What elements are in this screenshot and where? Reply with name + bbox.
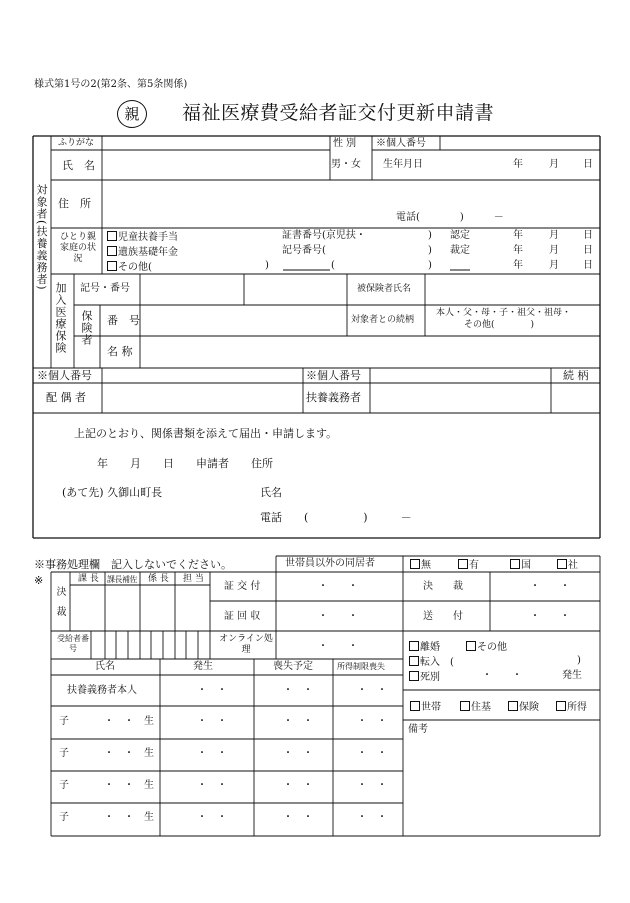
office-mark: ※ (34, 574, 44, 587)
insurer-label: 保険者 (80, 310, 93, 346)
checkbox[interactable] (409, 641, 419, 651)
cert-collect-date[interactable]: ・ ・ (318, 611, 358, 622)
decision-label: 裁定 (450, 245, 470, 256)
opt-none[interactable]: 無 (410, 559, 431, 571)
row-self-loss[interactable]: ・ ・ (283, 685, 313, 696)
row-self-occur[interactable]: ・ ・ (197, 685, 227, 696)
opt-child-allowance[interactable]: 児童扶養手当 (107, 231, 178, 243)
opt-household[interactable]: 世帯 (410, 701, 441, 713)
opt-income[interactable]: 所得 (556, 701, 587, 713)
declaration-text: 上記のとおり、関係書類を添えて届出・申請します。 (74, 427, 338, 440)
form-title: 福祉医療費受給者証交付更新申請書 (182, 102, 495, 124)
row-child-income[interactable]: ・ ・ (357, 780, 387, 791)
opt-other-close: ) (265, 260, 269, 271)
recognition-label: 認定 (450, 230, 470, 241)
gender-label: 性 別 (333, 138, 357, 149)
row-child-income[interactable]: ・ ・ (357, 748, 387, 759)
opt-yes[interactable]: 有 (458, 559, 479, 571)
checkbox[interactable] (466, 641, 476, 651)
row-child-label: 子 (59, 716, 69, 727)
row-child-birth[interactable]: ・ ・ 生 (104, 780, 154, 791)
role-deputy: 課長補佐 (107, 575, 137, 584)
col-income: 所得制限喪失 (337, 662, 385, 671)
relation-options[interactable]: 本人・父・母・子・祖父・祖母・ (436, 308, 572, 318)
form-number: 様式第1号の2(第2条、第5条関係) (34, 79, 188, 90)
checkbox[interactable] (458, 559, 468, 569)
checkbox[interactable] (557, 559, 567, 569)
birth-month-unit: 月 (549, 159, 559, 170)
gender-select[interactable]: 男・女 (331, 159, 361, 170)
parent-badge: 親 (117, 100, 147, 128)
office-title: ※事務処理欄 記入しないでください。 (34, 558, 232, 571)
name-input[interactable] (104, 156, 326, 176)
month-unit: 月 (549, 230, 559, 241)
opt-death[interactable]: 死別 (409, 671, 440, 683)
relation-header: 続 柄 (563, 369, 589, 382)
declaration-name[interactable]: 氏名 (260, 486, 282, 499)
declaration-date[interactable]: 年 月 日 申請者 住所 (97, 457, 273, 470)
symbol-no-open: ( (331, 260, 335, 271)
relation-other[interactable]: その他( ) (464, 320, 535, 330)
row-child-loss[interactable]: ・ ・ (283, 812, 313, 823)
year-unit: 年 (513, 260, 523, 271)
checkbox[interactable] (510, 559, 520, 569)
opt-other-reason[interactable]: その他 (466, 641, 507, 653)
address-label: 住 所 (58, 197, 91, 210)
remarks-input[interactable] (406, 738, 596, 832)
cert-no-label: 証書番号(京児扶・ (282, 230, 366, 241)
opt-residence[interactable]: 住基 (460, 701, 491, 713)
row-child-loss[interactable]: ・ ・ (283, 716, 313, 727)
row-self-name: 扶養義務者本人 (67, 685, 137, 696)
col-occur: 発生 (193, 661, 213, 672)
role-chief: 課 長 (78, 574, 99, 584)
row-child-occur[interactable]: ・ ・ (197, 812, 227, 823)
year-unit: 年 (513, 230, 523, 241)
row-child-income[interactable]: ・ ・ (357, 716, 387, 727)
cohabit-label: 世帯員以外の同居者 (285, 558, 375, 569)
number-input[interactable] (142, 310, 342, 330)
decision-side: 決裁 (54, 586, 65, 626)
cert-issue-date[interactable]: ・ ・ (318, 581, 358, 592)
mynumber-label: ※個人番号 (376, 138, 426, 149)
day-unit: 日 (583, 230, 593, 241)
spouse-input[interactable] (104, 387, 300, 409)
supporter-input[interactable] (372, 387, 548, 409)
subject-side-label: 対象者(扶養義務者) (35, 184, 48, 291)
row-child-birth[interactable]: ・ ・ 生 (104, 748, 154, 759)
insurance-side-label: 加入医療保険 (54, 282, 67, 354)
supporter-label: 扶養義務者 (306, 391, 361, 404)
checkbox[interactable] (107, 246, 117, 256)
year-unit: 年 (513, 245, 523, 256)
opt-survivor-pension[interactable]: 遺族基礎年金 (107, 246, 178, 258)
insured-name-input[interactable] (427, 280, 597, 300)
move-in-close: ) (577, 655, 581, 666)
remarks-label: 備考 (408, 724, 428, 735)
row-child-occur[interactable]: ・ ・ (197, 716, 227, 727)
role-staff: 担 当 (183, 574, 204, 584)
insured-name-label: 被保険者氏名 (357, 284, 412, 294)
row-child-loss[interactable]: ・ ・ (283, 748, 313, 759)
row-child-income[interactable]: ・ ・ (357, 812, 387, 823)
birth-year-unit: 年 (513, 159, 523, 170)
online-label: オンライン処 理 (219, 634, 282, 655)
row-child-label: 子 (59, 780, 69, 791)
role-section: 係 長 (148, 574, 169, 584)
cert-close: ) (428, 230, 432, 241)
checkbox[interactable] (508, 701, 518, 711)
checkbox[interactable] (556, 701, 566, 711)
birth-label: 生年月日 (383, 159, 423, 170)
checkbox[interactable] (410, 701, 420, 711)
symbol-number-input[interactable] (142, 280, 342, 300)
row-child-label: 子 (59, 812, 69, 823)
symbol-number-label: 記号・番号 (80, 283, 130, 294)
address-phone[interactable]: 電話( ) － (396, 212, 504, 223)
supporter-mynumber-label: ※個人番号 (306, 369, 361, 382)
furigana-label: ふりがな (58, 138, 95, 148)
send-date[interactable]: ・ ・ (530, 611, 570, 622)
checkbox[interactable] (460, 701, 470, 711)
opt-national[interactable]: 国 (510, 559, 531, 571)
cert-collect-label: 証 回 収 (224, 611, 261, 622)
symbol-close: ) (428, 245, 432, 256)
row-child-occur[interactable]: ・ ・ (197, 748, 227, 759)
decision-date[interactable]: ・ ・ (530, 581, 570, 592)
opt-divorce[interactable]: 離婚 (409, 641, 440, 653)
death-occur: 発生 (562, 670, 582, 681)
month-unit: 月 (549, 260, 559, 271)
declaration-to: (あて先) 久御山町長 (62, 486, 163, 499)
spouse-label: 配 偶 者 (46, 391, 86, 404)
day-unit: 日 (583, 245, 593, 256)
relation-label: 対象者との続柄 (351, 315, 415, 325)
insurance-name-label: 名 称 (107, 345, 133, 358)
online-date[interactable]: ・ ・ (318, 641, 358, 652)
birth-day-unit: 日 (583, 159, 593, 170)
address-input[interactable] (104, 184, 598, 208)
checkbox[interactable] (410, 559, 420, 569)
month-unit: 月 (549, 245, 559, 256)
number-label: 番 号 (107, 314, 140, 327)
row-self-income[interactable]: ・ ・ (357, 685, 387, 696)
recipient-no-label: 受給者番号 (57, 634, 89, 653)
checkbox[interactable] (409, 671, 419, 681)
row-child-occur[interactable]: ・ ・ (197, 780, 227, 791)
furigana-input[interactable] (104, 138, 326, 150)
insurance-name-input[interactable] (142, 340, 596, 364)
opt-other[interactable]: その他( (107, 261, 152, 273)
decision-label-right: 決 裁 (423, 581, 463, 592)
checkbox[interactable] (409, 656, 419, 666)
row-child-label: 子 (59, 748, 69, 759)
name-label: 氏 名 (62, 159, 95, 172)
spouse-mynumber-label: ※個人番号 (37, 369, 92, 382)
symbol-no-label: 記号番号( (282, 245, 326, 256)
row-child-birth[interactable]: ・ ・ 生 (104, 716, 154, 727)
send-label: 送 付 (423, 611, 463, 622)
death-date[interactable]: ・ ・ (482, 670, 522, 681)
opt-move-in[interactable]: 転入 ( (409, 656, 454, 668)
opt-insurance[interactable]: 保険 (508, 701, 539, 713)
mynumber-input[interactable] (442, 138, 598, 150)
supporter-mynumber-input[interactable] (372, 370, 548, 382)
row-child-birth[interactable]: ・ ・ 生 (104, 812, 154, 823)
cert-issue-label: 証 交 付 (224, 581, 261, 592)
declaration-phone[interactable]: 電話 ( ) － (260, 511, 412, 524)
opt-social[interactable]: 社 (557, 559, 578, 571)
checkbox[interactable] (107, 231, 117, 241)
col-loss: 喪失予定 (273, 661, 313, 672)
single-parent-label: ひとり親家庭の状況 (59, 232, 96, 264)
row-child-loss[interactable]: ・ ・ (283, 780, 313, 791)
checkbox[interactable] (107, 261, 117, 271)
blank-close: ) (428, 260, 432, 271)
spouse-mynumber-input[interactable] (104, 370, 300, 382)
day-unit: 日 (583, 260, 593, 271)
col-name: 氏名 (95, 661, 115, 672)
